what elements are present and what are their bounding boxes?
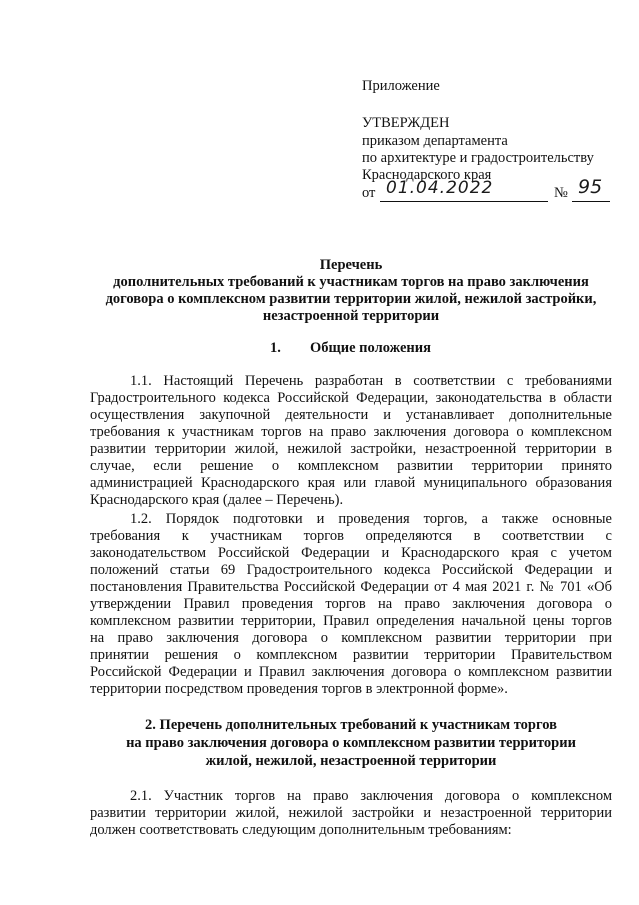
paragraph-line: Российской Федерации и Правил заключения договора о комплексном развитии <box>90 664 612 680</box>
date-underline <box>380 201 548 202</box>
paragraph-line: на право заключения договора о комплексном развитии территории при <box>90 630 612 646</box>
document-subtitle-line-3: незастроенной территории <box>262 308 440 324</box>
paragraph-line: осуществления закупочной деятельности и устанавливает дополнительные <box>90 407 612 423</box>
approval-line-3: Краснодарского края <box>362 167 492 183</box>
paragraph-line: законодательством Российской Федерации и Краснодарского края с учетом <box>90 545 612 561</box>
paragraph-line: развитии территории жилой, нежилой застройки и незастроенной территории <box>90 805 612 821</box>
paragraph-line: положений статьи 69 Градостроительного кодекса Российской Федерации и <box>90 562 612 578</box>
paragraph-line: территории посредством проведения торгов в электронной форме». <box>90 681 508 697</box>
paragraph-line: принятии решения о комплексном развитии территории Правительством <box>90 647 612 663</box>
date-prefix: от <box>362 185 376 201</box>
paragraph-line: развитии территории жилой, нежилой застройки, незастроенной территории в <box>90 441 612 457</box>
paragraph-line: комплексном развитии территории, Правил определения начальной цены торгов <box>90 613 612 629</box>
section-2-heading-line-3: жилой, нежилой, незастроенной территории <box>205 753 497 769</box>
section-1-number: 1. <box>270 340 281 356</box>
paragraph-line: Краснодарского края (далее – Перечень). <box>90 492 344 508</box>
paragraph-line: постановления Правительства Российской Федерации от 4 мая 2021 г. № 701 «Об <box>90 579 612 595</box>
handwritten-number: 95 <box>578 176 603 198</box>
paragraph-line: утверждении Правил проведения торгов на право заключения договора о <box>90 596 612 612</box>
section-2-heading-line-2: на право заключения договора о комплексном развитии территории <box>126 735 576 751</box>
approved-label: УТВЕРЖДЕН <box>362 115 450 131</box>
paragraph-line: 2.1. Участник торгов на право заключения договора о комплексном <box>130 788 612 804</box>
section-1-heading <box>270 340 431 357</box>
paragraph-line: требования к участникам торгов на право заключения договора о комплексном <box>90 424 612 440</box>
paragraph-line: администрацией Краснодарского края или главой муниципального образования <box>90 475 612 491</box>
paragraph-line: должен соответствовать следующим дополнительным требованиям: <box>90 822 512 838</box>
approval-line-1: приказом департамента <box>362 133 508 149</box>
handwritten-date: 01.04.2022 <box>386 178 494 198</box>
paragraph-line: 1.1. Настоящий Перечень разработан в соответствии с требованиями <box>130 373 612 389</box>
number-underline <box>572 201 610 202</box>
paragraph-line: Градостроительного кодекса Российской Федерации, законодательства в области <box>90 390 612 406</box>
section-2-heading-line-1: 2. Перечень дополнительных требований к участникам торгов <box>145 717 557 733</box>
order-date-number-line <box>362 176 612 203</box>
approval-line-2: по архитектуре и градостроительству <box>362 150 594 166</box>
paragraph-line: случае, если решение о комплексном развитии территории принято <box>90 458 612 474</box>
section-1-title: Общие положения <box>310 340 431 356</box>
number-prefix: № <box>554 185 568 201</box>
document-subtitle-line-2: договора о комплексном развитии территории жилой, нежилой застройки, <box>105 291 597 307</box>
paragraph-line: требования к участникам торгов определяются в соответствии с <box>90 528 612 544</box>
paragraph-line: 1.2. Порядок подготовки и проведения торгов, а также основные <box>130 511 612 527</box>
document-subtitle-line-1: дополнительных требований к участникам торгов на право заключения <box>113 274 589 290</box>
appendix-label: Приложение <box>362 78 440 94</box>
document-title: Перечень <box>319 257 383 273</box>
